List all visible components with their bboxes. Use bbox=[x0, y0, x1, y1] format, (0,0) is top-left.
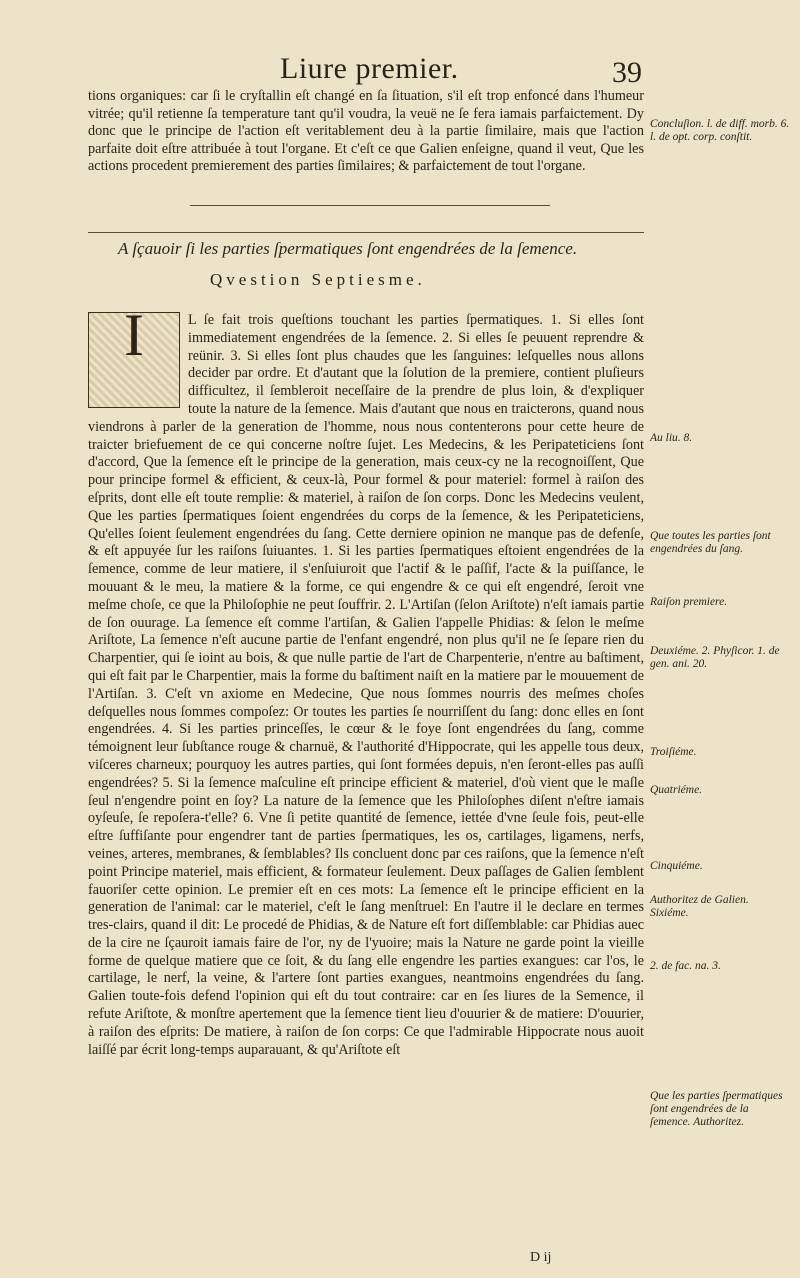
running-title: Liure premier. bbox=[280, 52, 459, 85]
margin-note: Deuxiéme. 2. Phyſicor. 1. de gen. ani. 20. bbox=[650, 645, 780, 670]
margin-note: Au liu. 8. bbox=[650, 432, 693, 444]
margin-note: Raiſon premiere. bbox=[650, 596, 728, 608]
margin-note: Authoritez de Galien. Sixiéme. bbox=[650, 894, 749, 919]
question-title: A ſçauoir ſi les parties ſpermatiques ſont engendrées de la ſemence. bbox=[118, 239, 578, 258]
intro-paragraph: tions organiques: car ſi le cryſtallin eſt changé en ſa ſituation, s'il eſt trop enfoncé dans l'humeur vitrée; qu'il retienne ſa temperature tant qu'il voudra, la veuë ne ſe fera iamais parfaictement. Dy donc que le principe de l'action eſt veritablement deu à la partie ſimilaire, mais que l'action parfaite doit eſtre attribuée à tout l'organe. Et c'eſt ce que Galien enſeigne, quand il veut, Que les actions procedent premierement des parties ſimilaires; & parfaictement de tout l'organe. bbox=[88, 88, 644, 175]
margin-note: Que toutes les parties ſont engendrées du ſang. bbox=[650, 530, 771, 555]
signature-mark: D ij bbox=[530, 1250, 552, 1265]
rule-long bbox=[88, 232, 644, 233]
dropcap-ornament: I bbox=[88, 312, 180, 408]
margin-note: Quatriéme. bbox=[650, 784, 703, 796]
margin-note: Troiſiéme. bbox=[650, 746, 697, 758]
margin-note: Que les parties ſpermatiques ſont engendrées de la ſemence. Authoritez. bbox=[650, 1090, 783, 1128]
margin-note: Concluſion. l. de diff. morb. 6. l. de opt. corp. conſtit. bbox=[650, 118, 790, 143]
margin-note: 2. de fac. na. 3. bbox=[650, 960, 721, 972]
question-subtitle: Qvestion Septiesme. bbox=[210, 270, 426, 289]
main-paragraph: I L ſe fait trois queſtions touchant les parties ſpermatiques. 1. Si elles ſont immediatement engendrées de la ſemence. 2. Si elles ſe peuuent reprendre & reünir. 3. Si elles ſont plus chaudes que les ſanguines: leſquelles nous allons decider par ordre. Et d'autant que la ſolution de la premiere, contient pluſieurs difficultez, il ſembleroit neceſſaire de la prendre de plus loin, & d'expliquer toute la nature de la ſemence. Mais d'autant que nous en traicterons, quand nous viendrons à parler de la generation de l'homme, nous nous contenterons pour cette heure de traicter briefuement de ce qui concerne noſtre ſujet. Les Medecins, & les Peripateticiens ſont d'accord, Que la ſemence eſt le principe de la generation, mais ceux-cy ne la recognoiſſent, Que pour principe formel & efficient, & ceux-là, Pour formel & pour materiel: formel à raiſon des eſprits, dont elle eſt toute remplie: & materiel, à raiſon de ſon corps. Donc les Medecins veulent, Que les parties ſpermatiques ſoient engendrées du corps de la ſemence, & les Peripateticiens, Qu'elles ſoient ſeulement engendrées du ſang. Cette derniere opinion ne manque pas de defenſe, & eſt appuyée ſur les raiſons ſuiuantes. 1. Si les parties ſpermatiques eſtoient engendrées de la ſemence, comme de leur matiere, il s'enſuiuroit que l'actif & le paſſif, l'acte & la puiſſance, le mouuant & le meu, la matiere & la forme, ce qui engendre & ce qui eſt engendré, ſeroit vne meſme choſe, ce que la Philoſophie ne peut ſouffrir. 2. L'Artiſan (ſelon Ariſtote) n'eſt iamais partie de ſon ouurage. La ſemence eſt comme l'artiſan, & Galien l'appelle Phidias: & ſelon le meſme Ariſtote, La ſemence n'eſt aucune partie de l'enfant engendré, non plus qu'il ne ſe ſepare rien du Charpentier, qui ſe ioint au bois, & que nulle partie de l'art de Charpenterie, n'entre au baſtiment, qui eſt fait par le Charpentier, mais la forme du baſtiment naiſt en la matiere par le mouuement de l'Artiſan. 3. C'eſt vn axiome en Medecine, Que nous ſommes nourris des meſmes choſes deſquelles nous ſommes compoſez: Or toutes les parties ſe nourriſſent du ſang: donc elles en ſont engendrées. 4. Si les parties princeſſes, le cœur & le foye ſont engendrées du ſang, comme témoignent leur ſubſtance rouge & charnuë, & l'authorité d'Hippocrate, qui les appelle tous deux, viſceres charneux; pourquoy les autres parties, qui ſont formées depuis, n'en ſeront-elles pas auſſi engendrées? 5. Si la ſemence maſculine eſt principe efficient & materiel, d'où vient que le maſle ſeul n'engendre point en ſoy? La nature de la ſemence que les Philoſophes diſent n'eſtre iamais oyſeuſe, ſe repoſera-t'elle? 6. Vne ſi petite quantité de ſemence, iettée d'vne ſeule fois, peut-elle eſtre ſuffiſante pour engendrer tant de parties ſpermatiques, les os, cartilages, ligamens, nerfs, veines, arteres, membranes, & ſemblables? Ils concluent donc par ces raiſons, que la ſemence n'eſt point Principe materiel, mais efficient, & formateur ſeulement. Deux paſſages de Galien ſemblent fauoriſer cette opinion. Le premier eſt en ces mots: La ſemence eſt le principe efficient en la generation de l'animal: car le materiel, c'eſt le ſang menſtruel: En l'autre il le declare en termes tres-clairs, quand il dit: Le procedé de Phidias, & de Nature eſt fort diſſemblable: car Phidias auec de la cire ne ſçauroit iamais faire de l'or, ny de l'yuoire; mais la Nature ne garde point la vieille forme de quelque matiere que ce ſoit, & du ſang elle engendre les parties exangues: car l'os, le cartilage, le nerf, la veine, & l'artere ſont parties exangues, neantmoins engendrées du ſang. Galien toute-fois defend l'opinion qui eſt du tout contraire: car en ſes liures de la Semence, il refute Ariſtote, & monſtre apertement que la ſemence tient lieu d'ouurier & de matiere: D'ouurier, à raiſon des eſprits: De matiere, à raiſon de ſon corps: Ce que l'admirable Hippocrate nous auoit laiſſé par écrit long-temps auparauant, & qu'Ariſtote eſt bbox=[88, 302, 644, 1058]
rule-short bbox=[190, 205, 550, 206]
page-number: 39 bbox=[612, 56, 642, 89]
margin-note: Cinquiéme. bbox=[650, 860, 703, 872]
